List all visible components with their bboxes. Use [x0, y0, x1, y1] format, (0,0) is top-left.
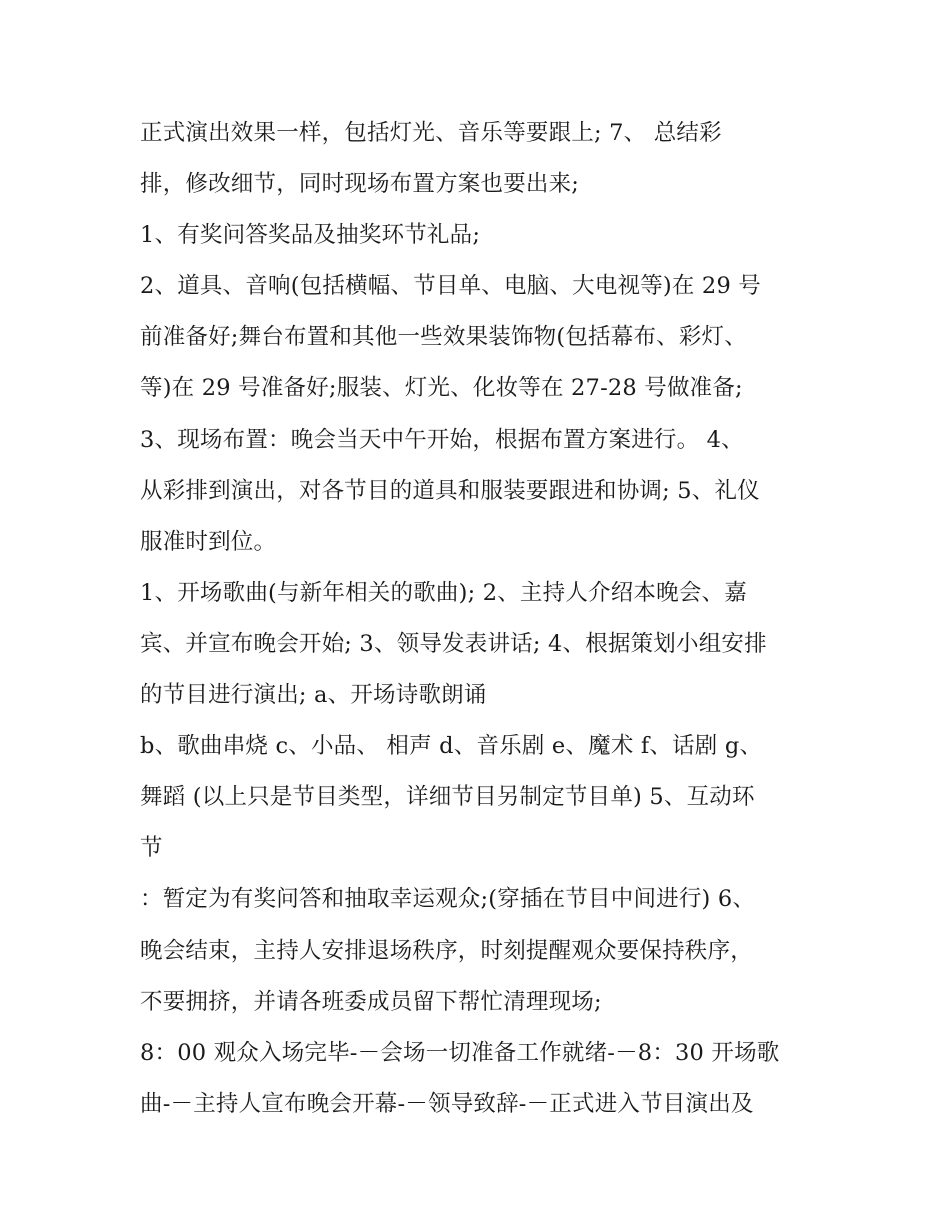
text-line: 等)在 29 号准备好;服装、灯光、化妆等在 27-28 号做准备;	[140, 375, 743, 402]
text-line: 2、道具、音响(包括横幅、节目单、电脑、大电视等)在 29 号	[140, 273, 762, 300]
text-line: b、歌曲串烧 c、小品、 相声 d、音乐剧 e、魔术 f、话剧 g、	[140, 733, 763, 760]
text-line: 节	[140, 835, 163, 862]
text-line: 从彩排到演出，对各节目的道具和服装要跟进和协调; 5、礼仪	[140, 477, 760, 504]
text-line: 1、开场歌曲(与新年相关的歌曲); 2、主持人介绍本晚会、嘉	[140, 579, 747, 606]
text-line: 晚会结束，主持人安排退场秩序，时刻提醒观众要保持秩序，	[140, 937, 753, 964]
text-line: 服准时到位。	[140, 528, 277, 555]
text-line: ：暂定为有奖问答和抽取幸运观众;(穿插在节目中间进行) 6、	[140, 886, 756, 913]
text-line: 正式演出效果一样，包括灯光、音乐等要跟上; 7、 总结彩	[140, 120, 722, 146]
text-line: 8：00 观众入场完毕-－会场一切准备工作就绪-－8：30 开场歌	[140, 1039, 780, 1066]
text-line: 前准备好;舞台布置和其他一些效果装饰物(包括幕布、彩灯、	[140, 324, 747, 351]
text-line: 1、有奖问答奖品及抽奖环节礼品;	[140, 222, 481, 249]
document-body	[140, 108, 830, 1130]
text-line: 排，修改细节，同时现场布置方案也要出来;	[140, 171, 580, 198]
text-line: 3、现场布置：晚会当天中午开始，根据布置方案进行。 4、	[140, 426, 744, 453]
text-line: 的节目进行演出; a、开场诗歌朗诵	[140, 682, 487, 709]
text-line: 舞蹈 (以上只是节目类型，详细节目另制定节目单) 5、互动环	[140, 784, 755, 811]
text-line: 不要拥挤，并请各班委成员留下帮忙清理现场;	[140, 988, 602, 1015]
text-line: 曲-－主持人宣布晚会开幕-－领导致辞-－正式进入节目演出及	[140, 1090, 754, 1117]
text-line: 宾、并宣布晚会开始; 3、领导发表讲话; 4、根据策划小组安排	[140, 630, 767, 657]
